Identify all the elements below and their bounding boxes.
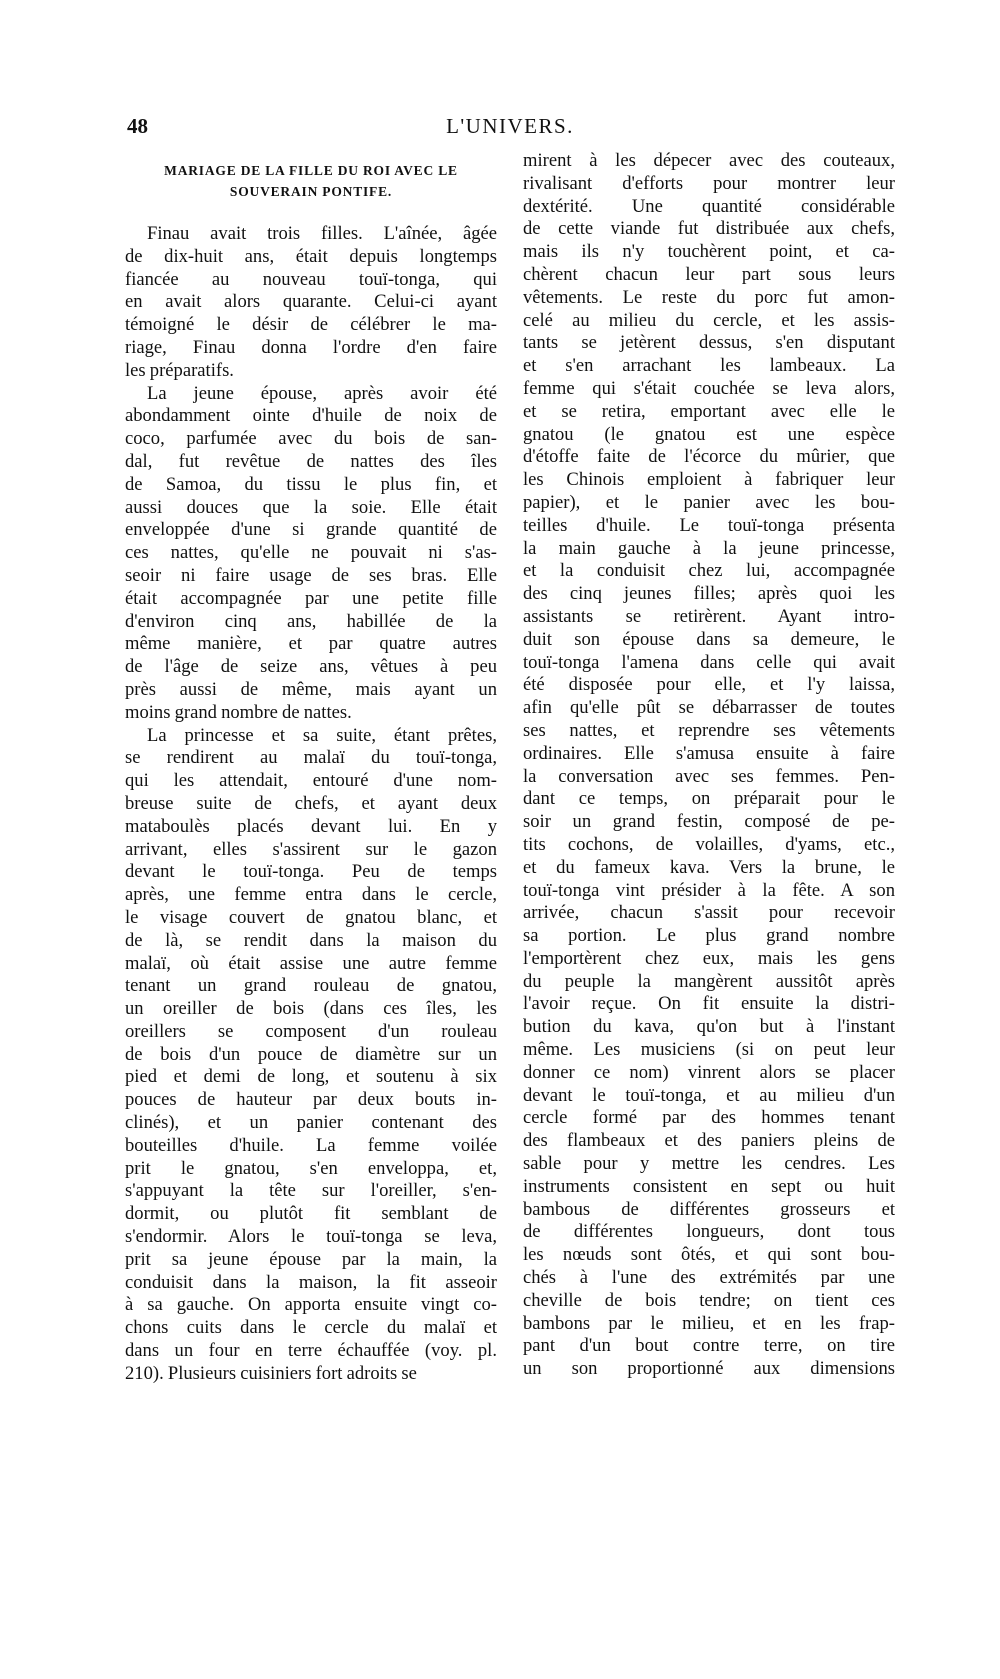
text-line: le visage couvert de gnatou blanc, et — [125, 906, 497, 928]
paragraph — [523, 150, 895, 1381]
text-line: dant ce temps, on préparait pour le — [523, 788, 895, 810]
section-heading-line: SOUVERAIN PONTIFE. — [229, 184, 393, 199]
text-line: dal, fut revêtue de nattes des îles — [125, 450, 497, 472]
text-line: abondamment ointe d'huile de noix de — [125, 405, 497, 427]
text-line: devant le touï-tonga, et au milieu d'un — [523, 1084, 895, 1106]
text-line: les préparatifs. — [125, 359, 234, 381]
text-line: cercle formé par des hommes tenant — [523, 1107, 895, 1129]
text-line: bambous de différentes grosseurs et — [523, 1198, 895, 1220]
section-heading — [125, 160, 497, 202]
running-title: L'UNIVERS. — [446, 114, 574, 138]
text-line: celé au milieu du cercle, et les assis- — [523, 309, 895, 331]
text-line: l'avoir reçue. On fit ensuite la distri- — [523, 993, 895, 1015]
text-line: Finau avait trois filles. L'aînée, âgée — [147, 223, 497, 244]
text-line: moins grand nombre de nattes. — [125, 701, 352, 723]
text-line: papier), et le panier avec les bou- — [523, 491, 895, 513]
text-line: et se retira, emportant avec elle le — [523, 400, 895, 422]
text-line: se rendirent au malaï du touï-tonga, — [125, 747, 497, 769]
text-line: donner ce nom) vinrent alors se placer — [523, 1061, 895, 1083]
text-line: chés à l'une des extrémités par une — [523, 1267, 895, 1289]
text-line: aussi douces que la soie. Elle était — [125, 496, 497, 518]
paragraph — [125, 223, 497, 383]
text-line: été disposée pour elle, et l'y laissa, — [523, 674, 895, 696]
text-line: même manière, et par quatre autres — [125, 633, 497, 655]
text-line: tants se jetèrent dessus, s'en disputant — [523, 332, 895, 354]
section-heading-line: MARIAGE DE LA FILLE DU ROI AVEC LE — [164, 163, 458, 178]
text-line: de dix-huit ans, était depuis longtemps — [125, 245, 497, 267]
left-column — [125, 223, 497, 1386]
text-line: sa portion. Le plus grand nombre — [523, 925, 895, 947]
text-line: touï-tonga l'amena dans celle qui avait — [523, 651, 895, 673]
text-line: les nœuds sont ôtés, et qui sont bou- — [523, 1244, 895, 1266]
text-line: pant d'un bout contre terre, on tire — [523, 1335, 895, 1357]
text-line: des cinq jeunes filles; après quoi les — [523, 583, 895, 605]
right-column — [523, 150, 895, 1381]
text-line: bambons par le milieu, et en les frap- — [523, 1312, 895, 1334]
text-line: arrivée, chacun s'assit pour recevoir — [523, 902, 895, 924]
text-line: un son proportionné aux dimensions — [523, 1358, 895, 1380]
page-number: 48 — [127, 114, 148, 138]
text-line: breuse suite de chefs, et ayant deux — [125, 792, 497, 814]
text-line: La princesse et sa suite, étant prêtes, — [147, 724, 497, 746]
text-line: prit sa jeune épouse par la main, la — [125, 1248, 497, 1270]
text-line: de là, se rendit dans la maison du — [125, 929, 497, 951]
text-line: touï-tonga vint présider à la fête. A son — [523, 879, 895, 901]
text-line: arrivant, elles s'assirent sur le gazon — [125, 838, 497, 860]
text-line: les Chinois emploient à fabriquer leur — [523, 469, 895, 491]
text-line: dormit, ou plutôt fit semblant de — [125, 1203, 497, 1225]
text-line: seoir ni faire usage de ses bras. Elle — [125, 564, 497, 586]
text-line: et s'en arrachant les lambeaux. La — [523, 355, 895, 377]
text-line: bution du kava, qu'on but à l'instant — [523, 1016, 895, 1038]
text-line: la main gauche à la jeune princesse, — [523, 537, 895, 559]
text-line: gnatou (le gnatou est une espèce — [523, 423, 895, 445]
text-line: fiancée au nouveau touï-tonga, qui — [125, 268, 497, 290]
text-line: ses nattes, et reprendre ses vêtements — [523, 719, 895, 741]
text-line: devant le touï-tonga. Peu de temps — [125, 861, 497, 883]
text-line: la conversation avec ses femmes. Pen- — [523, 765, 895, 787]
text-line: dans un four en terre échauffée (voy. pl. — [125, 1340, 497, 1362]
text-line: 210). Plusieurs cuisiniers fort adroits se — [125, 1362, 417, 1384]
text-line: et du fameux kava. Vers la brune, le — [523, 856, 895, 878]
text-line: soir un grand festin, composé de pe- — [523, 811, 895, 833]
text-line: ordinaires. Elle s'amusa ensuite à faire — [523, 742, 895, 764]
text-line: près aussi de même, mais ayant un — [125, 678, 497, 700]
text-line: de différentes longueurs, dont tous — [523, 1221, 895, 1243]
text-line: bouteilles d'huile. La femme voilée — [125, 1134, 497, 1156]
text-line: instruments consistent en sept ou huit — [523, 1175, 895, 1197]
text-line: qui les attendait, entouré d'une nom- — [125, 770, 497, 792]
text-line: s'appuyant la tête sur l'oreiller, s'en- — [125, 1180, 497, 1202]
text-line: teilles d'huile. Le touï-tonga présenta — [523, 514, 895, 536]
text-line: chèrent chacun leur part sous leurs — [523, 263, 895, 285]
text-line: de l'âge de seize ans, vêtues à peu — [125, 656, 497, 678]
text-line: à sa gauche. On apporta ensuite vingt co- — [125, 1294, 497, 1316]
text-line: mataboulès placés devant lui. En y — [125, 815, 497, 837]
text-line: du peuple la mangèrent aussitôt après — [523, 970, 895, 992]
text-line: vêtements. Le reste du porc fut amon- — [523, 286, 895, 308]
text-line: riage, Finau donna l'ordre d'en faire — [125, 336, 497, 358]
text-line: afin qu'elle pût se débarrasser de toutes — [523, 697, 895, 719]
text-line: malaï, où était assise une autre femme — [125, 952, 497, 974]
text-line: prit le gnatou, s'en enveloppa, et, — [125, 1157, 497, 1179]
text-line: l'emportèrent chez eux, mais les gens — [523, 947, 895, 969]
text-line: de Samoa, du tissu le plus fin, et — [125, 473, 497, 495]
text-line: chons cuits dans le cercle du malaï et — [125, 1317, 497, 1339]
text-line: La jeune épouse, après avoir été — [147, 382, 497, 404]
paragraph — [125, 725, 497, 1386]
text-line: cheville de bois tendre; on tient ces — [523, 1289, 895, 1311]
text-line: témoigné le désir de célébrer le ma- — [125, 314, 497, 336]
text-line: de bois d'un pouce de diamètre sur un — [125, 1043, 497, 1065]
text-line: d'étoffe faite de l'écorce du mûrier, que — [523, 446, 895, 468]
text-line: mais ils n'y touchèrent point, et ca- — [523, 241, 895, 263]
text-line: femme qui s'était couchée se leva alors, — [523, 377, 895, 399]
text-line: tenant un grand rouleau de gnatou, — [125, 975, 497, 997]
text-line: et la conduisit chez lui, accompagnée — [523, 560, 895, 582]
text-line: d'environ cinq ans, habillée de la — [125, 610, 497, 632]
text-line: s'endormir. Alors le touï-tonga se leva, — [125, 1226, 497, 1248]
text-line: même. Les musiciens (si on peut leur — [523, 1039, 895, 1061]
text-line: après, une femme entra dans le cercle, — [125, 884, 497, 906]
paragraph — [125, 383, 497, 725]
text-line: rivalisant d'efforts pour montrer leur — [523, 172, 895, 194]
text-line: clinés), et un panier contenant des — [125, 1112, 497, 1134]
text-line: dextérité. Une quantité considérable — [523, 195, 895, 217]
text-line: assistants se retirèrent. Ayant intro- — [523, 605, 895, 627]
text-line: mirent à les dépecer avec des couteaux, — [523, 150, 895, 171]
text-line: un oreiller de bois (dans ces îles, les — [125, 998, 497, 1020]
text-line: de cette viande fut distribuée aux chefs, — [523, 218, 895, 240]
text-line: pied et demi de long, et soutenu à six — [125, 1066, 497, 1088]
text-line: pouces de hauteur par deux bouts in- — [125, 1089, 497, 1111]
text-line: ces nattes, qu'elle ne pouvait ni s'as- — [125, 542, 497, 564]
text-line: sable pour y mettre les cendres. Les — [523, 1153, 895, 1175]
text-line: coco, parfumée avec du bois de san- — [125, 428, 497, 450]
text-line: duit son épouse dans sa demeure, le — [523, 628, 895, 650]
text-line: tits cochons, de volailles, d'yams, etc., — [523, 833, 895, 855]
text-line: était accompagnée par une petite fille — [125, 587, 497, 609]
text-line: enveloppée d'une si grande quantité de — [125, 519, 497, 541]
text-line: oreillers se composent d'un rouleau — [125, 1020, 497, 1042]
text-line: conduisit dans la maison, la fit asseoir — [125, 1271, 497, 1293]
text-line: en avait alors quarante. Celui-ci ayant — [125, 291, 497, 313]
text-line: des flambeaux et des paniers pleins de — [523, 1130, 895, 1152]
